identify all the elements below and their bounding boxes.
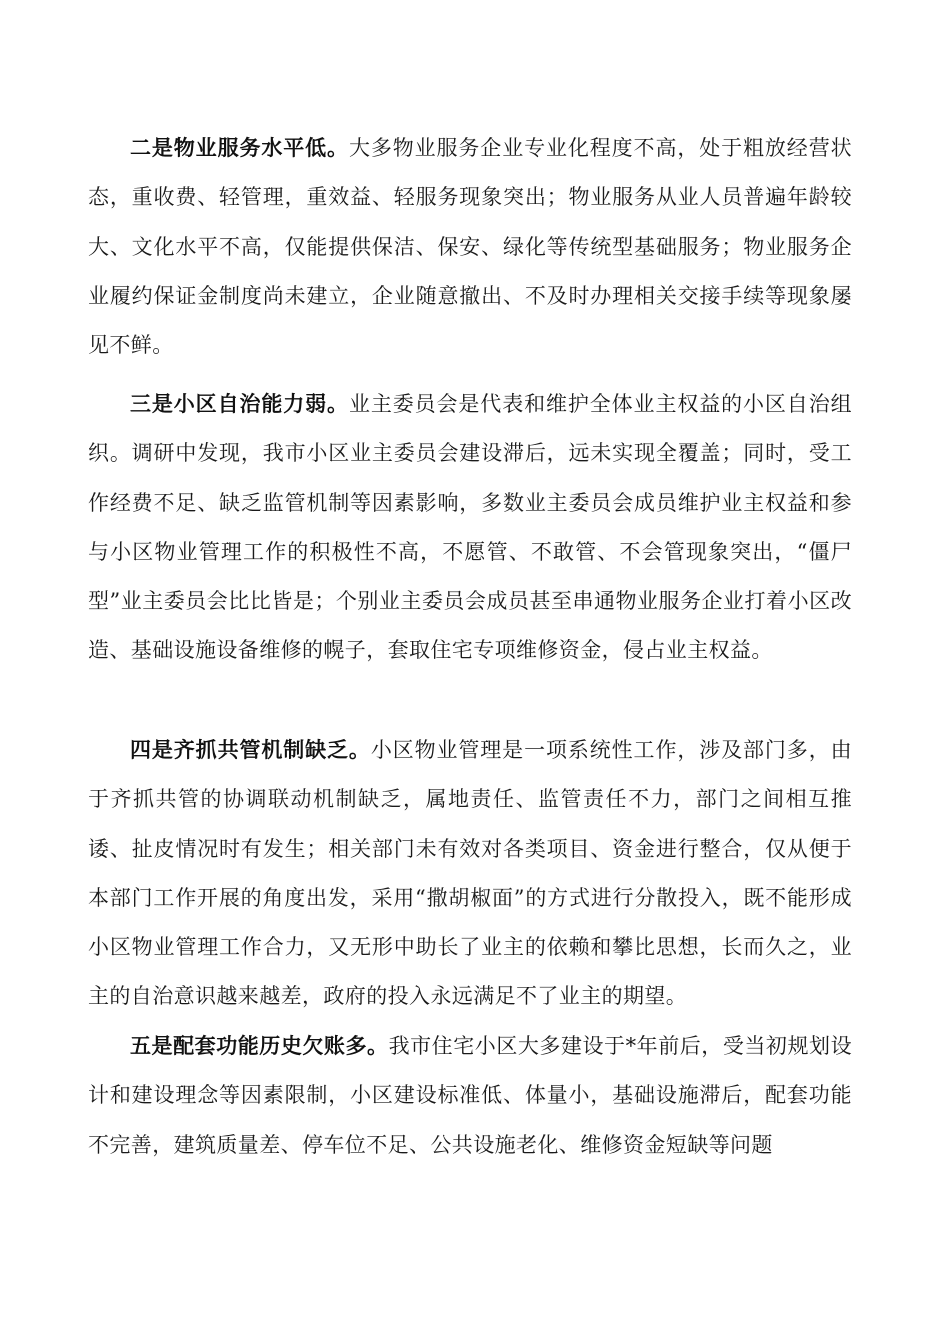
paragraph-service-level: [88, 124, 852, 370]
paragraph-self-governance: [88, 380, 852, 676]
paragraph-text: 业主委员会是代表和维护全体业主权益的小区自治组织。调研中发现，我市小区业主委员会建设滞后，远未实现全覆盖；同时，受工作经费不足、缺乏监管机制等因素影响，多数业主委员会成员维护业主权益和参与小区物业管理工作的积极性不高，不愿管、不敢管、不会管现象突出，“僵尸型”业主委员会比比皆是；个别业主委员会成员甚至串通物业服务企业打着小区改造、基础设施设备维修的幌子，套取住宅专项维修资金，侵占业主权益。: [88, 392, 852, 663]
paragraph-text: 小区物业管理是一项系统性工作，涉及部门多，由于齐抓共管的协调联动机制缺乏，属地责任、监管责任不力，部门之间相互推诿、扯皮情况时有发生；相关部门未有效对各类项目、资金进行整合，仅从便于本部门工作开展的角度出发，采用“撒胡椒面”的方式进行分散投入，既不能形成小区物业管理工作合力，又无形中助长了业主的依赖和攀比思想，长而久之，业主的自治意识越来越差，政府的投入永远满足不了业主的期望。: [88, 738, 852, 1009]
paragraph-text: 我市住宅小区大多建设于*年前后，受当初规划设计和建设理念等因素限制，小区建设标准低、体量小，基础设施滞后，配套功能不完善，建筑质量差、停车位不足、公共设施老化、维修资金短缺等问题: [88, 1034, 852, 1157]
paragraph-supporting-facilities: [88, 1022, 852, 1170]
paragraph-heading: 四是齐抓共管机制缺乏。: [130, 738, 371, 762]
paragraph-heading: 二是物业服务水平低。: [130, 136, 349, 160]
paragraph-joint-management: [88, 726, 852, 1022]
paragraph-text: 大多物业服务企业专业化程度不高，处于粗放经营状态，重收费、轻管理，重效益、轻服务现象突出；物业服务从业人员普遍年龄较大、文化水平不高，仅能提供保洁、保安、绿化等传统型基础服务；物业服务企业履约保证金制度尚未建立，企业随意撤出、不及时办理相关交接手续等现象屡见不鲜。: [88, 136, 852, 358]
paragraph-heading: 五是配套功能历史欠账多。: [130, 1034, 389, 1058]
paragraph-heading: 三是小区自治能力弱。: [130, 392, 349, 416]
